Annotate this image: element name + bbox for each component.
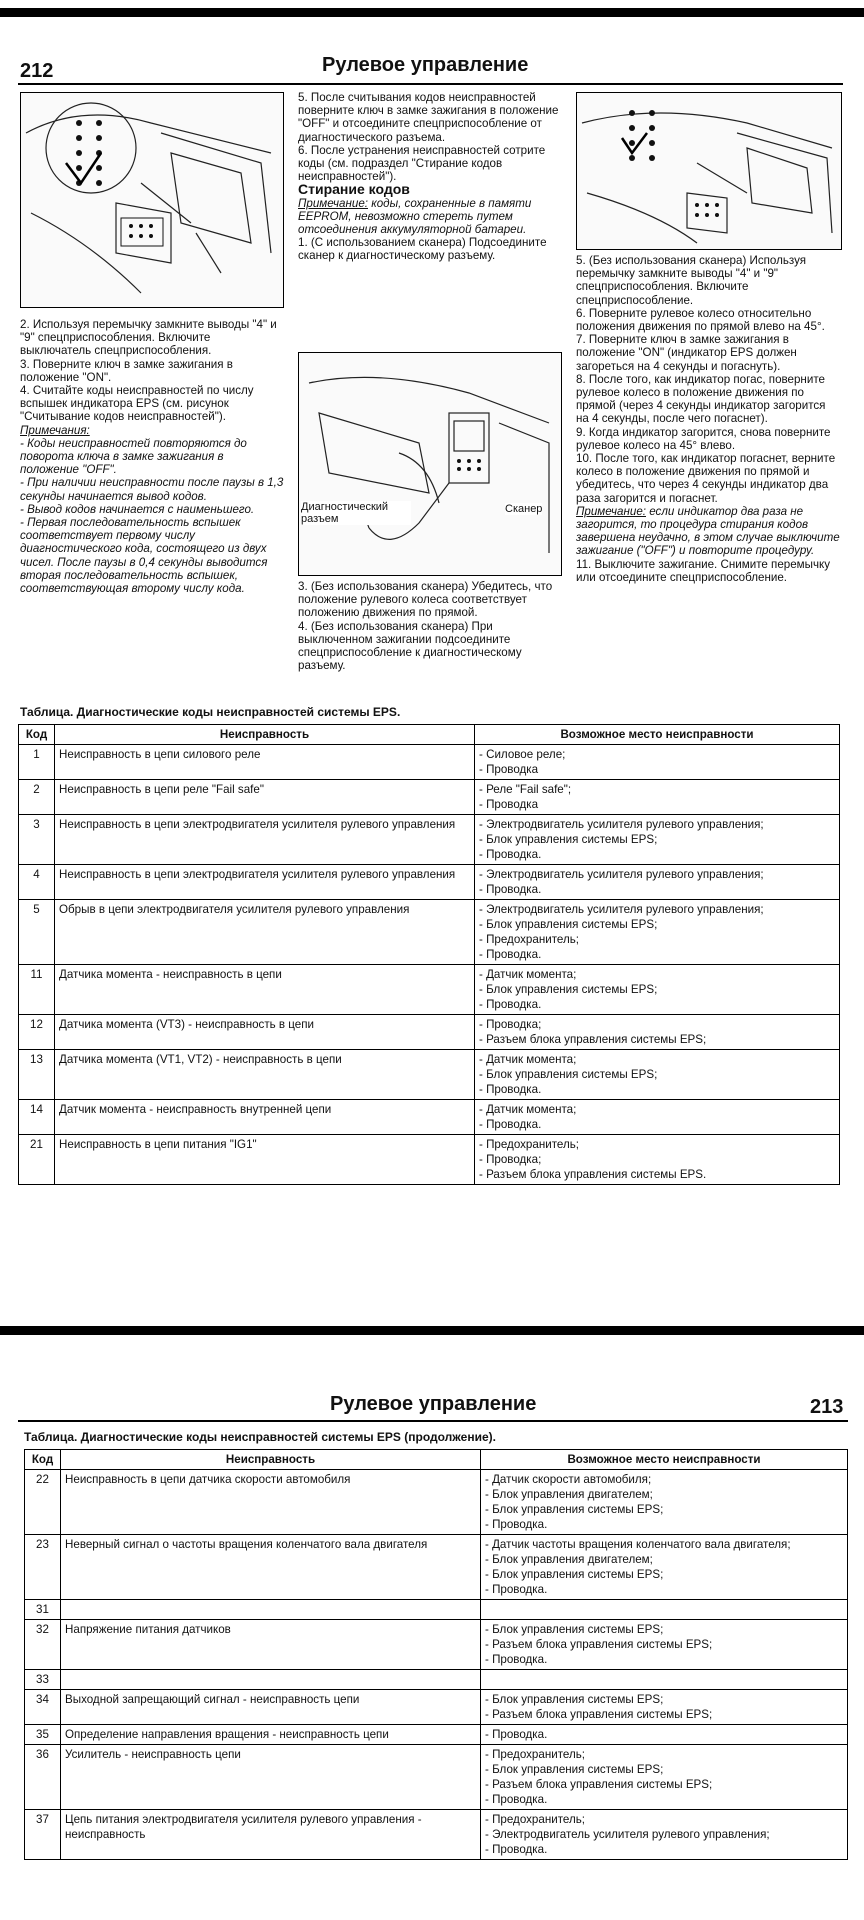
- location-item: - Датчик момента;: [479, 1103, 577, 1116]
- row-locations: [481, 1600, 848, 1620]
- note-4: - Первая последовательность вспышек соответствует первому числу диагностического кода, состоящего из двух чисел. После паузы в 0,4 секунды выводится вторая последовательность вспышек, соответствующая второму числу кода.: [20, 516, 268, 596]
- location-item: - Блок управления системы EPS;: [485, 1693, 664, 1706]
- table-row: [19, 1135, 840, 1185]
- table-row: [25, 1745, 848, 1810]
- location-item: - Проводка.: [479, 848, 542, 861]
- location-item: - Проводка: [479, 798, 539, 811]
- location-item: - Предохранитель;: [479, 1138, 579, 1151]
- row-code: 23: [25, 1535, 61, 1600]
- row-locations: [481, 1620, 848, 1670]
- row-code: 11: [19, 965, 55, 1015]
- header-location: Возможное место неисправности: [481, 1450, 848, 1470]
- location-item: - Датчик момента;: [479, 968, 577, 981]
- location-item: - Предохранитель;: [479, 933, 579, 946]
- location-item: - Разъем блока управления системы EPS;: [485, 1638, 713, 1651]
- right-note: если индикатор два раза не загорится, то процедура стирания кодов завершена неудачно, в этом случае выключите зажигание ("OFF") и повторите процедуру.: [576, 504, 840, 558]
- table-row: [19, 965, 840, 1015]
- location-item: - Блок управления системы EPS;: [485, 1568, 664, 1581]
- header-fault: Неисправность: [55, 725, 475, 745]
- table-row: [25, 1670, 848, 1690]
- location-item: - Проводка: [479, 763, 539, 776]
- location-item: - Проводка.: [485, 1653, 548, 1666]
- row-locations: [481, 1810, 848, 1860]
- location-item: - Блок управления системы EPS;: [485, 1503, 664, 1516]
- step-3: 3. Поверните ключ в замке зажигания в положение "ON".: [20, 357, 233, 384]
- row-fault: Напряжение питания датчиков: [61, 1620, 481, 1670]
- row-locations: [475, 1135, 840, 1185]
- location-item: - Силовое реле;: [479, 748, 566, 761]
- step-5: 5. После считывания кодов неисправностей поверните ключ в замке зажигания в положение "OFF" и отсоедините спецприспособление от диагностического разъема.: [298, 91, 559, 144]
- location-item: - Блок управления системы EPS;: [479, 1068, 658, 1081]
- erase-step-11: 11. Выключите зажигание. Снимите перемычку или отсоедините спецприспособление.: [576, 557, 831, 584]
- row-code: 14: [19, 1100, 55, 1135]
- header-fault: Неисправность: [61, 1450, 481, 1470]
- table-row: [25, 1470, 848, 1535]
- left-column: [20, 318, 284, 595]
- location-item: - Блок управления системы EPS;: [479, 983, 658, 996]
- row-locations: [481, 1690, 848, 1725]
- row-fault: Цепь питания электродвигателя усилителя рулевого управления - неисправность: [61, 1810, 481, 1860]
- row-locations: [475, 780, 840, 815]
- eps-codes-table: [18, 724, 840, 1185]
- row-locations: [475, 865, 840, 900]
- erase-step-9: 9. Когда индикатор загорится, снова поверните рулевое колесо на 45° влево.: [576, 425, 831, 452]
- table-row: [25, 1600, 848, 1620]
- row-fault: Датчика момента (VT1, VT2) - неисправность в цепи: [55, 1050, 475, 1100]
- row-locations: [475, 745, 840, 780]
- location-item: - Проводка.: [485, 1843, 548, 1856]
- erase-step-7: 7. Поверните ключ в замке зажигания в положение "ON" (индикатор EPS должен загореться на 4 секунды и погаснуть).: [576, 333, 797, 373]
- page-number-213: 213: [810, 1396, 844, 1418]
- table-row: [19, 1050, 840, 1100]
- erase-step-1: 1. (С использованием сканера) Подсоедините сканер к диагностическому разъему.: [298, 236, 547, 263]
- erase-step-6: 6. Поверните рулевое колесо относительно положения движения по прямой влево на 45°.: [576, 306, 825, 334]
- row-fault: Усилитель - неисправность цепи: [61, 1745, 481, 1810]
- location-item: - Датчик частоты вращения коленчатого вала двигателя;: [485, 1538, 791, 1551]
- location-item: - Блок управления системы EPS;: [485, 1623, 664, 1636]
- row-fault: Датчика момента (VT3) - неисправность в цепи: [55, 1015, 475, 1050]
- table-header-row: [25, 1450, 848, 1470]
- step-2: 2. Используя перемычку замкните выводы "4" и "9" спецприспособления. Включите выключатель спецприспособления.: [20, 318, 277, 358]
- location-item: - Датчик скорости автомобиля;: [485, 1473, 652, 1486]
- row-locations: [475, 1015, 840, 1050]
- location-item: - Проводка.: [479, 883, 542, 896]
- connector-illustration-left: [20, 92, 284, 308]
- header-rule: [18, 83, 843, 85]
- row-locations: [481, 1535, 848, 1600]
- right-note-label: Примечание:: [576, 504, 646, 518]
- notes-title: Примечания:: [20, 423, 90, 437]
- table-row: [25, 1620, 848, 1670]
- table-header-row: [19, 725, 840, 745]
- eps-codes-table-continued: [24, 1449, 848, 1860]
- location-item: - Проводка.: [479, 1083, 542, 1096]
- erase-step-8: 8. После того, как индикатор погас, поверните рулевое колесо в положение движения по прямой (через 4 секунды индикатор загорится на 4 секунды, после чего погаснет).: [576, 372, 826, 426]
- location-item: - Блок управления системы EPS;: [479, 833, 658, 846]
- row-code: 32: [25, 1620, 61, 1670]
- location-item: - Блок управления системы EPS;: [479, 918, 658, 931]
- row-fault: Обрыв в цепи электродвигателя усилителя рулевого управления: [55, 900, 475, 965]
- dashboard-drawing: [21, 93, 283, 307]
- location-item: - Разъем блока управления системы EPS;: [485, 1778, 713, 1791]
- row-code: 12: [19, 1015, 55, 1050]
- location-item: - Проводка.: [485, 1583, 548, 1596]
- row-locations: [475, 1100, 840, 1135]
- row-fault: Неисправность в цепи питания "IG1": [55, 1135, 475, 1185]
- location-item: - Предохранитель;: [485, 1813, 585, 1826]
- row-locations: [481, 1725, 848, 1745]
- scanner-drawing: [299, 353, 561, 575]
- row-fault: Определение направления вращения - неисправность цепи: [61, 1725, 481, 1745]
- location-item: - Проводка.: [485, 1728, 548, 1741]
- table-row: [19, 745, 840, 780]
- table-caption: Таблица. Диагностические коды неисправностей системы EPS.: [20, 705, 401, 719]
- row-code: 22: [25, 1470, 61, 1535]
- eeprom-note: коды, сохраненные в памяти EEPROM, невозможно стереть путем отсоединения аккумуляторной батареи.: [298, 196, 532, 237]
- location-item: - Электродвигатель усилителя рулевого управления;: [485, 1828, 770, 1841]
- row-locations: [481, 1745, 848, 1810]
- table-row: [19, 780, 840, 815]
- connector-label: Диагностический разъем: [301, 501, 411, 525]
- scanner-illustration: [298, 352, 562, 576]
- row-fault: Неисправность в цепи реле "Fail safe": [55, 780, 475, 815]
- erase-step-4: 4. (Без использования сканера) При выключенном зажигании подсоедините спецприспособление к диагностическому разъему.: [298, 619, 522, 673]
- location-item: - Разъем блока управления системы EPS.: [479, 1168, 707, 1181]
- row-fault: [61, 1670, 481, 1690]
- row-fault: Датчика момента - неисправность в цепи: [55, 965, 475, 1015]
- location-item: - Блок управления двигателем;: [485, 1553, 653, 1566]
- location-item: - Проводка.: [479, 948, 542, 961]
- note-2: - При наличии неисправности после паузы в 1,3 секунды начинается вывод кодов.: [20, 476, 284, 503]
- header-code: Код: [19, 725, 55, 745]
- row-code: 13: [19, 1050, 55, 1100]
- table-row: [25, 1535, 848, 1600]
- row-code: 31: [25, 1600, 61, 1620]
- header-code: Код: [25, 1450, 61, 1470]
- table-row: [19, 865, 840, 900]
- location-item: - Проводка;: [479, 1153, 542, 1166]
- row-locations: [475, 1050, 840, 1100]
- note-label: Примечание:: [298, 196, 368, 210]
- row-fault: Неисправность в цепи датчика скорости автомобиля: [61, 1470, 481, 1535]
- location-item: - Разъем блока управления системы EPS;: [485, 1708, 713, 1721]
- row-code: 5: [19, 900, 55, 965]
- row-code: 35: [25, 1725, 61, 1745]
- scanner-label: Сканер: [505, 503, 543, 515]
- row-fault: Неисправность в цепи силового реле: [55, 745, 475, 780]
- location-item: - Электродвигатель усилителя рулевого управления;: [479, 868, 764, 881]
- middle-column: [298, 91, 560, 263]
- row-locations: [481, 1470, 848, 1535]
- erase-step-3: 3. (Без использования сканера) Убедитесь, что положение рулевого колеса соответствует положению движения по прямой.: [298, 580, 553, 620]
- table-caption-213: Таблица. Диагностические коды неисправностей системы EPS (продолжение).: [24, 1430, 496, 1444]
- right-column: [576, 254, 840, 584]
- note-3: - Вывод кодов начинается с наименьшего.: [20, 502, 255, 516]
- separator-bar: [0, 1326, 864, 1335]
- row-code: 3: [19, 815, 55, 865]
- location-item: - Проводка.: [485, 1793, 548, 1806]
- row-fault: Неверный сигнал о частоты вращения коленчатого вала двигателя: [61, 1535, 481, 1600]
- location-item: - Блок управления двигателем;: [485, 1488, 653, 1501]
- table-row: [19, 1015, 840, 1050]
- row-code: 33: [25, 1670, 61, 1690]
- erase-step-5: 5. (Без использования сканера) Используя перемычку замкните выводы "4" и "9" спецприспособления. Включите спецприспособление.: [576, 254, 807, 307]
- page-gap: [0, 1266, 864, 1330]
- top-border: [0, 8, 864, 17]
- location-item: - Датчик момента;: [479, 1053, 577, 1066]
- erase-step-10: 10. После того, как индикатор погаснет, верните колесо в положение движения по прямой и убедитесь, что через 4 секунды индикатор два раза загорится и погаснет.: [576, 452, 836, 505]
- header-location: Возможное место неисправности: [475, 725, 840, 745]
- row-fault: Датчик момента - неисправность внутренней цепи: [55, 1100, 475, 1135]
- row-locations: [475, 965, 840, 1015]
- section-heading: Стирание кодов: [298, 181, 410, 198]
- location-item: - Проводка.: [485, 1518, 548, 1531]
- location-item: - Блок управления системы EPS;: [485, 1763, 664, 1776]
- dashboard-drawing-right: [577, 93, 841, 249]
- location-item: - Проводка;: [479, 1018, 542, 1031]
- row-fault: [61, 1600, 481, 1620]
- row-fault: Выходной запрещающий сигнал - неисправность цепи: [61, 1690, 481, 1725]
- row-code: 2: [19, 780, 55, 815]
- table-row: [19, 1100, 840, 1135]
- row-code: 4: [19, 865, 55, 900]
- page-number: 212: [20, 60, 54, 82]
- location-item: - Проводка.: [479, 998, 542, 1011]
- row-code: 34: [25, 1690, 61, 1725]
- row-fault: Неисправность в цепи электродвигателя усилителя рулевого управления: [55, 815, 475, 865]
- location-item: - Разъем блока управления системы EPS;: [479, 1033, 707, 1046]
- table-row: [19, 815, 840, 865]
- row-locations: [481, 1670, 848, 1690]
- row-code: 1: [19, 745, 55, 780]
- location-item: - Предохранитель;: [485, 1748, 585, 1761]
- location-item: - Электродвигатель усилителя рулевого управления;: [479, 903, 764, 916]
- table-row: [19, 900, 840, 965]
- table-row: [25, 1725, 848, 1745]
- note-1: - Коды неисправностей повторяются до поворота ключа в замке зажигания в положение "OFF".: [20, 436, 247, 477]
- page-title-213: Рулевое управление: [330, 1393, 537, 1415]
- location-item: - Электродвигатель усилителя рулевого управления;: [479, 818, 764, 831]
- row-code: 21: [19, 1135, 55, 1185]
- step-4: 4. Считайте коды неисправностей по числу вспышек индикатора EPS (см. рисунок "Считывание кодов неисправностей").: [20, 384, 254, 424]
- row-code: 36: [25, 1745, 61, 1810]
- page-title: Рулевое управление: [322, 54, 529, 76]
- middle-column-bottom: [298, 580, 560, 672]
- location-item: - Реле "Fail safe";: [479, 783, 572, 796]
- table-row: [25, 1810, 848, 1860]
- step-6: 6. После устранения неисправностей сотрите коды (см. подраздел "Стирание кодов неисправностей").: [298, 143, 546, 184]
- row-locations: [475, 815, 840, 865]
- connector-illustration-right: [576, 92, 842, 250]
- row-code: 37: [25, 1810, 61, 1860]
- row-locations: [475, 900, 840, 965]
- row-fault: Неисправность в цепи электродвигателя усилителя рулевого управления: [55, 865, 475, 900]
- location-item: - Проводка.: [479, 1118, 542, 1131]
- table-row: [25, 1690, 848, 1725]
- header-rule-213: [18, 1420, 848, 1422]
